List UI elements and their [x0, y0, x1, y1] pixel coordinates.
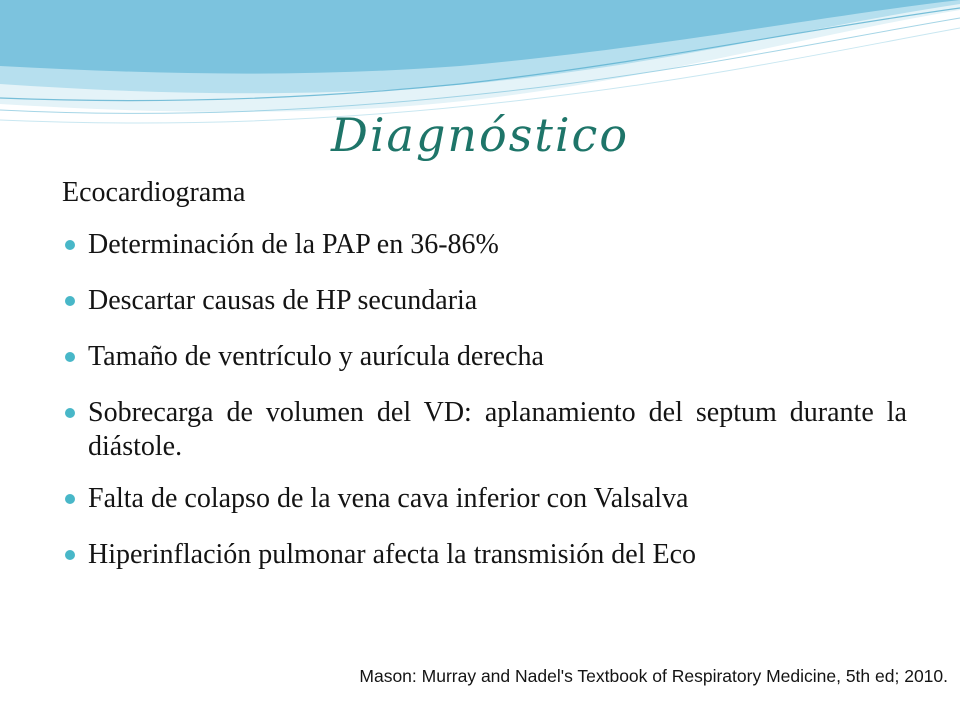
slide-subheading: Ecocardiograma: [62, 177, 246, 208]
bullet-item: [62, 396, 907, 464]
bullet-text: Determinación de la PAP en 36-86%: [88, 229, 499, 260]
bullet-text: Hiperinflación pulmonar afecta la transmisión del Eco: [88, 539, 697, 570]
bullet-text: Descartar causas de HP secundaria: [88, 285, 478, 316]
bullet-text: Sobrecarga de volumen del VD: aplanamiento del septum durante la diástole.: [88, 397, 907, 462]
bullet-dot-icon: [65, 494, 75, 504]
bullet-dot-icon: [65, 240, 75, 250]
bullet-dot-icon: [65, 408, 75, 418]
bullet-item: [62, 284, 907, 318]
bullet-dot-icon: [65, 550, 75, 560]
bullet-item: [62, 538, 907, 572]
bullet-text: Tamaño de ventrículo y aurícula derecha: [88, 341, 544, 372]
bullet-item: [62, 228, 907, 262]
bullet-text: Falta de colapso de la vena cava inferior con Valsalva: [88, 483, 689, 514]
bullet-dot-icon: [65, 296, 75, 306]
citation-text: Mason: Murray and Nadel's Textbook of Respiratory Medicine, 5th ed; 2010.: [359, 666, 948, 686]
bullet-item: [62, 340, 907, 374]
bullet-list: [62, 228, 907, 590]
bullet-item: [62, 482, 907, 516]
slide-title: Diagnóstico: [330, 108, 630, 162]
bullet-dot-icon: [65, 352, 75, 362]
